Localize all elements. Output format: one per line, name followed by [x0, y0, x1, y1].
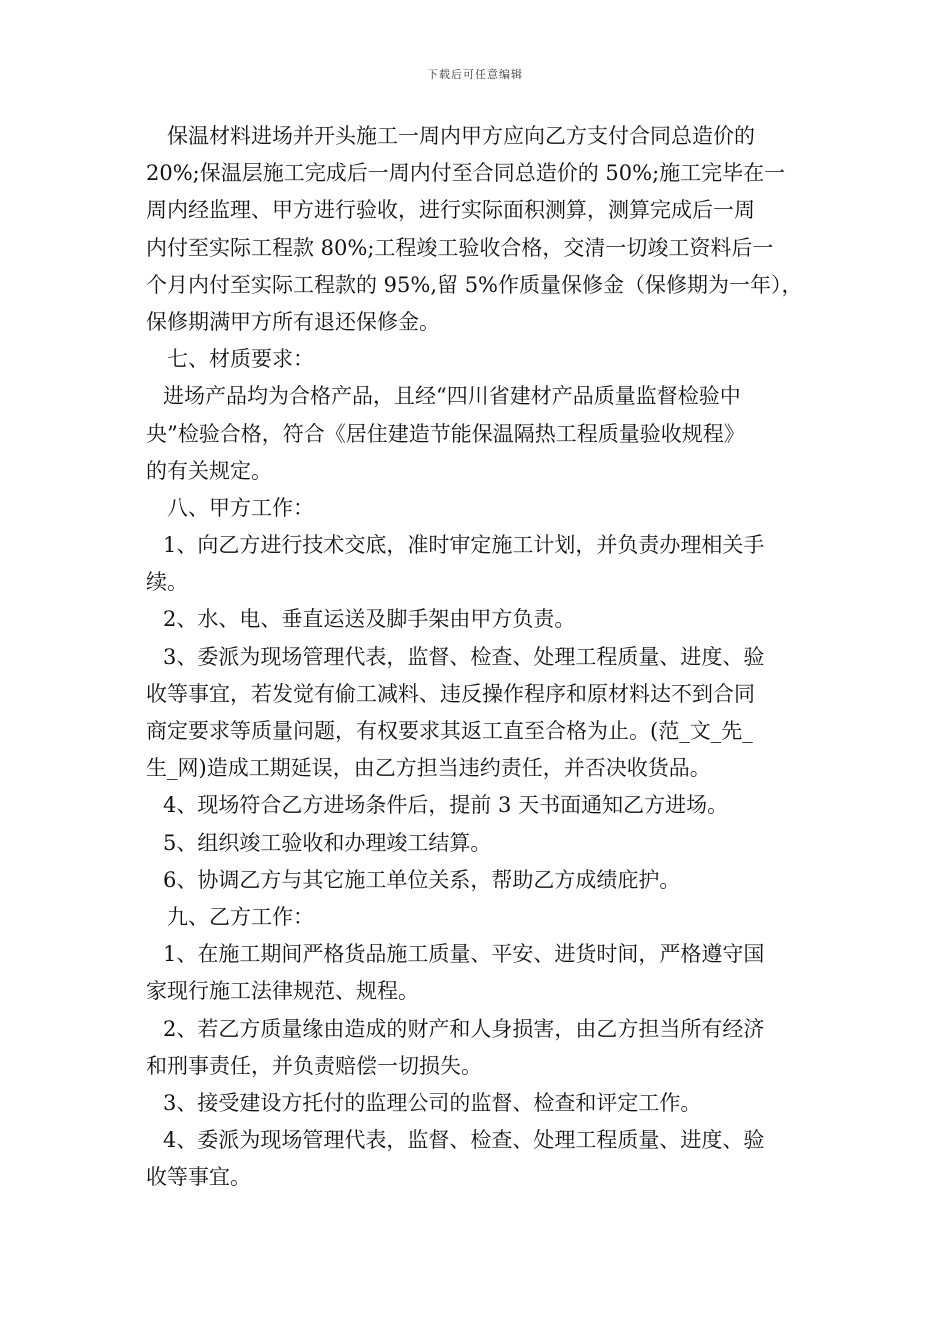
paragraph-line: 续。 [146, 570, 188, 595]
document-body [146, 118, 814, 1196]
list-item: 3、委派为现场管理代表，监督、检查、处理工程质量、进度、验 [163, 644, 765, 669]
paragraph-line: 收等事宜。 [146, 1165, 251, 1190]
paragraph-line: 生_网)造成工期延误，由乙方担当违约责任，并否决收货品。 [146, 756, 711, 781]
paragraph-line: 央”检验合格，符合《居住建造节能保温隔热工程质量验收规程》 [146, 421, 745, 446]
section-heading: 八、甲方工作： [167, 495, 314, 520]
paragraph-line: 周内经监理、甲方进行验收，进行实际面积测算，测算完成后一周 [146, 198, 755, 223]
list-item: 5、组织竣工验收和办理竣工结算。 [163, 830, 492, 855]
list-item: 4、委派为现场管理代表，监督、检查、处理工程质量、进度、验 [163, 1128, 765, 1153]
list-item: 2、水、电、垂直运送及脚手架由甲方负责。 [163, 607, 576, 632]
paragraph-line: 收等事宜，若发觉有偷工减料、违反操作程序和原材料达不到合同 [146, 681, 755, 706]
list-item: 4、现场符合乙方进场条件后，提前 3 天书面通知乙方进场。 [163, 793, 729, 818]
paragraph-line: 和刑事责任，并负责赔偿一切损失。 [146, 1053, 482, 1078]
paragraph-line: 家现行施工法律规范、规程。 [146, 979, 419, 1004]
paragraph-line: 个月内付至实际工程款的 95%,留 5%作质量保修金（保修期为一年）， [146, 272, 803, 297]
section-heading: 九、乙方工作： [167, 904, 314, 929]
paragraph-line: 进场产品均为合格产品，且经“四川省建材产品质量监督检验中 [163, 384, 741, 409]
list-item: 1、向乙方进行技术交底，准时审定施工计划，并负责办理相关手 [163, 533, 765, 558]
paragraph-line: 的有关规定。 [146, 458, 272, 483]
paragraph-line: 商定要求等质量问题，有权要求其返工直至合格为止。(范_文_先_ [146, 719, 753, 743]
list-item: 1、在施工期间严格货品施工质量、平安、进货时间，严格遵守国 [163, 942, 765, 967]
paragraph-line: 保修期满甲方所有退还保修金。 [146, 309, 440, 334]
paragraph-line: 20%;保温层施工完成后一周内付至合同总造价的 50%;施工完毕在一 [146, 161, 786, 186]
paragraph-line: 内付至实际工程款 80%;工程竣工验收合格，交清一切竣工资料后一 [146, 235, 774, 260]
list-item: 3、接受建设方托付的监理公司的监督、检查和评定工作。 [163, 1090, 702, 1115]
list-item: 2、若乙方质量缘由造成的财产和人身损害，由乙方担当所有经济 [163, 1016, 765, 1041]
page-header: 下载后可任意编辑 [427, 68, 523, 81]
list-item: 6、协调乙方与其它施工单位关系，帮助乙方成绩庇护。 [163, 867, 681, 892]
section-heading: 七、材质要求： [167, 347, 314, 372]
paragraph-line: 保温材料进场并开头施工一周内甲方应向乙方支付合同总造价的 [167, 124, 755, 148]
